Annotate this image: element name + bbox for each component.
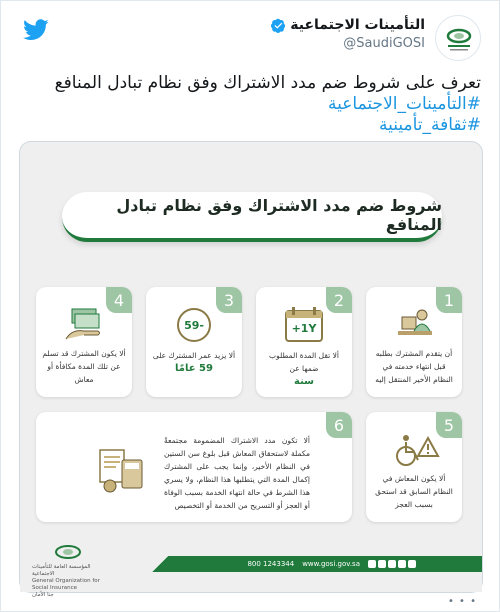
card-text-main: ألا يزيد عمر المشترك على [152,351,236,360]
disability-warning-icon [388,430,440,470]
twitter-icon [378,560,386,568]
account-info[interactable] [271,17,425,51]
age-limit-label: 59- [184,319,204,332]
money-hand-icon [58,305,110,345]
card-number: 4 [106,287,132,313]
card-text: ألا تكون مدد الاشتراك المضمومة مجتمعةً مكملة لاستحقاق المعاش قبل بلوغ سن الستين في النظام الأخير، وإنما يجب على المشترك إكمال المدة التي يتطلبها هذا النظام، ولا يسري هذا الشرط في حالة انتهاء الخدمة بسبب الوفاة أو العجز أو التسريح من الخدمة أو التخصيص [164,436,310,510]
card-text [152,349,236,375]
card-number: 3 [216,287,242,313]
org-slogan: جنا الأمان [32,592,54,598]
condition-card-5 [366,412,462,522]
card-text: أن يتقدم المشترك بطلبه قبل انتهاء خدمته في النظام الأخير المنتقل إليه [375,349,453,384]
tweet-media-image[interactable] [19,141,483,598]
tweet-body: تعرف على شروط ضم مدد الاشتراك وفق نظام تبادل المنافع [54,73,481,93]
calendar-label: +1Y [291,322,317,335]
condition-card-4 [36,287,132,397]
avatar[interactable] [435,15,481,61]
condition-card-3 [146,287,242,397]
tweet-header [19,15,481,65]
card-text-highlight: 59 عامًا [175,363,213,374]
card-number: 6 [326,412,352,438]
documents-calculator-icon [96,444,148,496]
verified-badge-icon [271,18,286,33]
more-dots-icon[interactable]: • • • [447,596,477,607]
condition-card-1 [366,287,462,397]
gosi-logo-icon [38,542,98,562]
card-number: 2 [326,287,352,313]
gosi-logo-icon [436,16,482,62]
card-number: 5 [436,412,462,438]
hashtag-social-insurance[interactable]: #التأمينات_الاجتماعية [328,94,481,114]
youtube-icon [388,560,396,568]
card-text-main: ألا تقل المدة المطلوب ضمها عن [269,351,339,373]
card-text: ألا يكون المعاش في النظام السابق قد استحق بسبب العجز [375,474,453,509]
condition-card-6 [36,412,352,522]
card-text [262,349,346,388]
org-name-en: General Organization for Social Insurance [32,578,100,591]
card-number: 1 [436,287,462,313]
infographic-footer [20,534,482,598]
card-text-highlight: سنة [294,376,314,387]
linkedin-icon [408,560,416,568]
phone-number: 800 1243344 [247,560,295,568]
contact-bar [170,556,482,572]
twitter-bird-icon[interactable] [23,19,49,41]
org-name [32,564,112,599]
hashtag-insurance-culture[interactable]: #ثقافة_تأمينية [378,115,481,135]
org-name-ar: المؤسسة العامة للتأمينات الاجتماعية [32,564,91,577]
infographic-title: شروط ضم مدد الاشتراك وفق نظام تبادل المنافع [62,192,442,242]
person-at-desk-icon [388,305,440,345]
tweet-text [19,73,481,136]
account-handle: @SaudiGOSI [343,36,425,51]
facebook-icon [368,560,376,568]
social-icons [368,560,416,568]
card-text: ألا يكون المشترك قد تسلم عن تلك المدة مكافأة أو معاش [42,349,126,384]
display-name: التأمينات الاجتماعية [290,17,425,33]
display-name-row [271,17,425,33]
condition-card-2 [256,287,352,397]
website: www.gosi.gov.sa [302,560,360,568]
instagram-icon [398,560,406,568]
